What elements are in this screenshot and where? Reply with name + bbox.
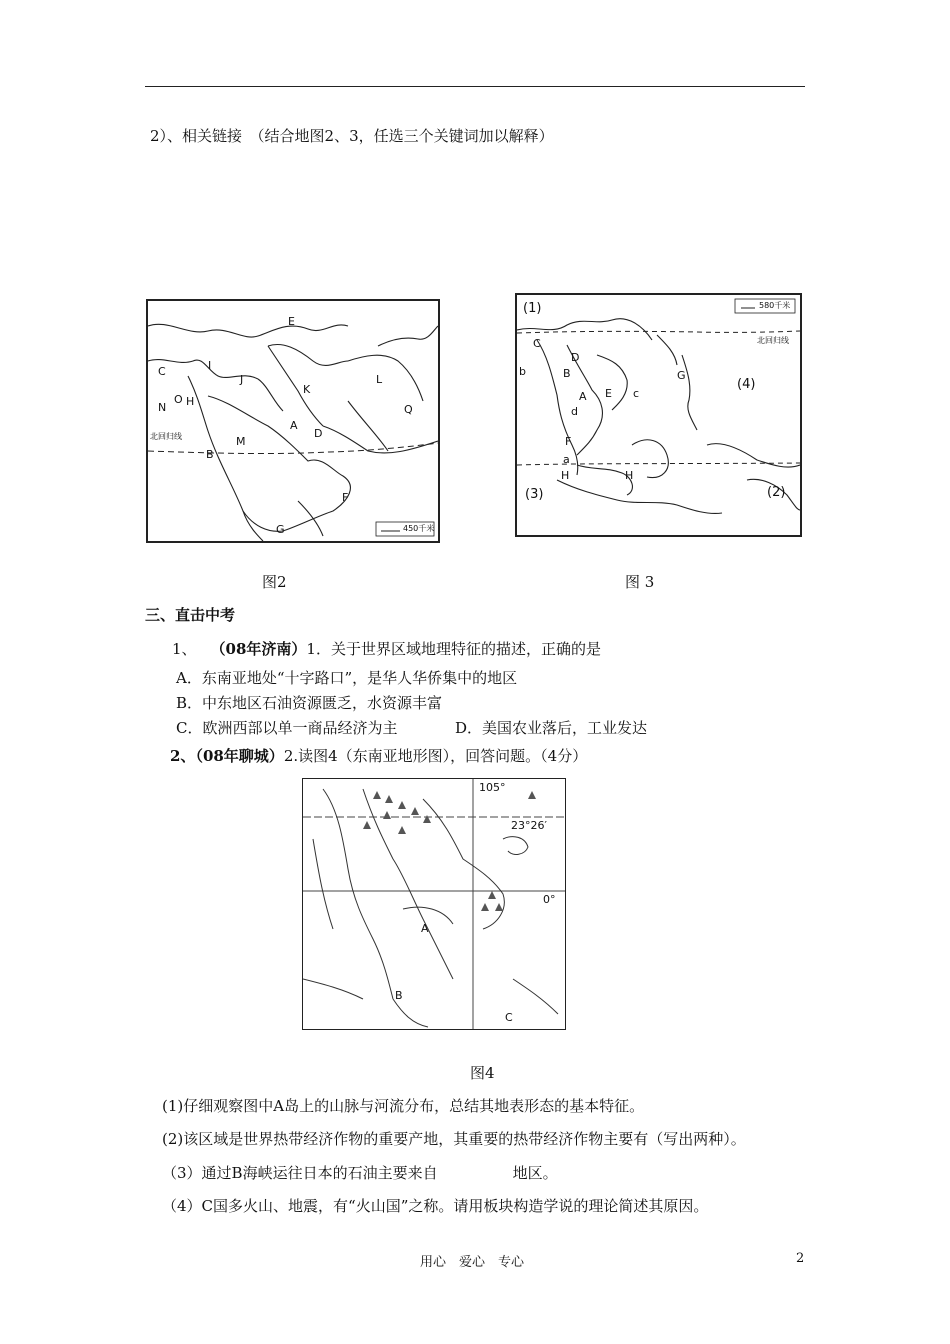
map-southeast-asia-terrain <box>302 778 566 1030</box>
map2-label-f: F <box>342 491 349 504</box>
map2-label-o: O <box>174 393 183 406</box>
q1-stem-line <box>172 639 601 659</box>
map3-label-h-east: H <box>625 469 634 482</box>
map2-label-b: B <box>206 448 214 461</box>
map3-region-4: (4) <box>737 377 756 392</box>
map2-caption: 图2 <box>262 573 287 591</box>
header-rule <box>145 86 805 87</box>
q1-option-b: B．中东地区石油资源匮乏，水资源丰富 <box>176 694 443 712</box>
q2-sub-question-2: (2)该区域是世界热带经济作物的重要产地，其重要的热带经济作物主要有（写出两种）。 <box>162 1130 746 1148</box>
map2-label-e: E <box>288 315 295 328</box>
map4-caption: 图4 <box>470 1064 495 1082</box>
map3-label-d-upper: D <box>571 351 580 364</box>
map3-label-c-lower: c <box>633 387 640 400</box>
map3-region-1: (1) <box>523 301 542 316</box>
map3-label-a-lower: a <box>563 453 570 466</box>
map4-label-c: C <box>505 1011 513 1024</box>
footer-motto: 用心 爱心 专心 <box>420 1255 525 1270</box>
q1-source: （08年济南） <box>210 640 307 658</box>
map2-label-g: G <box>276 523 285 536</box>
map3-label-c-upper: C <box>533 337 541 350</box>
map2-label-h: H <box>186 395 195 408</box>
map3-caption: 图 3 <box>625 573 655 591</box>
q1-option-a: A．东南亚地处“十字路口”，是华人华侨集中的地区 <box>176 669 518 687</box>
map3-label-b-lower: b <box>519 365 526 378</box>
map3-region-2: (2) <box>767 485 786 500</box>
q2-source: （08年聊城） <box>195 747 284 765</box>
q2-sub-question-3: （3）通过B海峡运往日本的石油主要来自 地区。 <box>162 1164 558 1182</box>
section3-title: 三、直击中考 <box>145 606 236 624</box>
map3-label-f: F <box>565 435 572 448</box>
map4-label-a: A <box>421 922 429 935</box>
q2-prefix: 2、 <box>170 747 196 765</box>
map3-region-3: (3) <box>525 487 544 502</box>
map2-label-i: I <box>208 359 212 372</box>
map2-label-d: D <box>314 427 323 440</box>
q2-stem-line <box>170 746 587 766</box>
map4-longitude-label: 105° <box>479 781 506 794</box>
q1-option-c: C．欧洲西部以单一商品经济为主 <box>176 719 398 737</box>
map3-label-b-upper: B <box>563 367 571 380</box>
map-southeast-asia <box>515 293 802 537</box>
map3-tropic-label: 北回归线 <box>757 336 789 345</box>
map2-label-j: J <box>240 373 244 386</box>
map4-tropic-label: 23°26′ <box>511 819 547 832</box>
map2-label-n: N <box>158 401 167 414</box>
q2-stem: 2.读图4（东南亚地形图），回答问题。（4分） <box>283 747 588 765</box>
map3-label-a-upper: A <box>579 390 587 403</box>
page-number: 2 <box>796 1251 805 1266</box>
q2-sub-question-1: (1)仔细观察图中A岛上的山脉与河流分布，总结其地表形态的基本特征。 <box>162 1097 645 1115</box>
map2-label-m: M <box>236 435 246 448</box>
map3-scale-label: 580千米 <box>759 301 791 310</box>
map4-label-b: B <box>395 989 403 1002</box>
map-middle-east <box>146 299 440 543</box>
map2-label-q: Q <box>404 403 413 416</box>
map2-label-k: K <box>303 383 311 396</box>
map2-label-c: C <box>158 365 166 378</box>
related-links-heading: 2）、相关链接 （结合地图2、3，任选三个关键词加以解释） <box>150 127 554 145</box>
map2-label-l: L <box>376 373 383 386</box>
map3-label-e: E <box>605 387 612 400</box>
map2-tropic-label: 北回归线 <box>150 432 182 441</box>
map2-scale-label: 450千米 <box>403 524 435 533</box>
map4-equator-label: 0° <box>543 893 556 906</box>
q1-prefix: 1、 <box>172 640 197 658</box>
q2-sub-question-4: （4）C国多火山、地震，有“火山国”之称。请用板块构造学说的理论简述其原因。 <box>162 1197 709 1215</box>
map3-label-g: G <box>677 369 686 382</box>
q1-stem: 1．关于世界区域地理特征的描述，正确的是 <box>306 640 601 658</box>
q1-option-d: D．美国农业落后，工业发达 <box>455 719 648 737</box>
terrain-map-drawing <box>303 779 565 1029</box>
map2-label-a: A <box>290 419 298 432</box>
map3-label-h-west: H <box>561 469 570 482</box>
map3-label-d-lower: d <box>571 405 578 418</box>
southeast-asia-map-drawing <box>517 295 800 535</box>
